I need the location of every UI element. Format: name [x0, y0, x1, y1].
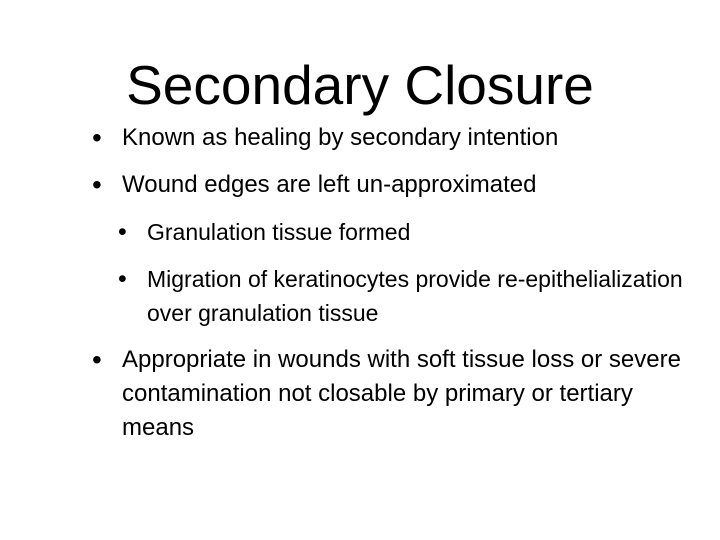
- sub-bullet-item: [90, 215, 690, 249]
- bullet-icon: •: [92, 169, 102, 200]
- sub-bullet-icon: •: [118, 218, 127, 246]
- sub-bullet-text: Granulation tissue formed: [147, 219, 411, 245]
- sub-bullet-icon: •: [118, 265, 127, 293]
- bullet-item: [90, 121, 690, 155]
- bullet-item: [90, 343, 690, 445]
- bullet-icon: •: [92, 122, 102, 153]
- sub-bullet-item: [90, 262, 690, 330]
- bullet-text: Known as healing by secondary intention: [122, 124, 559, 151]
- bullet-list: [90, 121, 690, 458]
- bullet-item: [90, 168, 690, 202]
- slide-title: Secondary Closure: [126, 54, 594, 116]
- sub-bullet-text: Migration of keratinocytes provide re-epithelialization over granulation tissue: [147, 266, 683, 326]
- bullet-text: Appropriate in wounds with soft tissue loss or severe contamination not closable by primary or tertiary means: [122, 346, 681, 441]
- bullet-icon: •: [92, 344, 102, 375]
- bullet-text: Wound edges are left un-approximated: [122, 171, 537, 198]
